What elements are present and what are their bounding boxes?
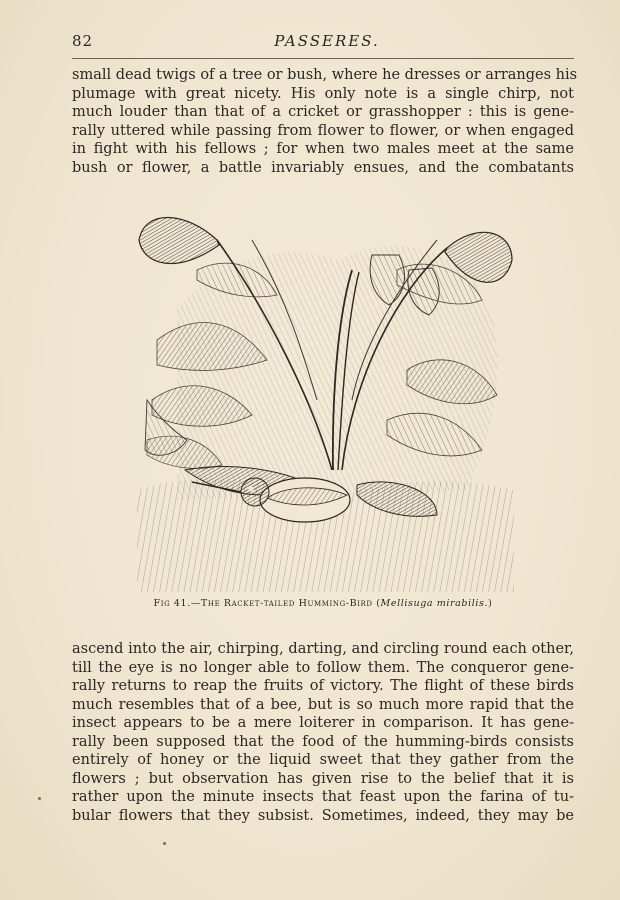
header-rule (72, 58, 574, 59)
top-paragraph (72, 66, 578, 177)
text-line: bular flowers that they subsist. Sometimes, indeed, they may be (72, 807, 574, 824)
figure-caption (72, 598, 574, 609)
hummingbird-engraving (137, 200, 514, 592)
caption-species: Mellisuga mirabilis. (380, 598, 489, 609)
paper-speck (38, 797, 41, 800)
text-line: rally been supposed that the food of the humming-birds consists (72, 733, 574, 750)
text-line: rally uttered while passing from flower to flower, or when engaged (72, 122, 574, 139)
text-line: plumage with great nicety. His only note is a single chirp, not (72, 85, 574, 102)
running-head: PASSERES. (274, 32, 380, 50)
text-line: ascend into the air, chirping, darting, and circling round each other, (72, 641, 574, 657)
foliage-background (137, 246, 514, 592)
text-line: rather upon the minute insects that feast upon the farina of tu- (72, 789, 574, 805)
text-line: in fight with his fellows ; for when two males meet at the same (72, 141, 574, 157)
caption-title: Fig 41.—The Racket-tailed Humming-Bird ( (153, 598, 381, 609)
bottom-paragraph (72, 640, 574, 825)
page-number: 82 (72, 32, 94, 50)
text-line: flowers ; but observation has given rise to the belief that it is (72, 770, 574, 787)
paper-speck (163, 842, 166, 845)
text-line: much louder than that of a cricket or grasshopper : this is gene- (72, 104, 574, 120)
page-header (72, 32, 582, 56)
text-line: rally returns to reap the fruits of victory. The flight of these birds (72, 678, 574, 694)
text-line: much resembles that of a bee, but is so much more rapid that the (72, 696, 574, 713)
caption-close: ) (488, 598, 493, 609)
text-line: insect appears to be a mere loiterer in comparison. It has gene- (72, 715, 574, 731)
text-line: small dead twigs of a tree or bush, where he dresses or arranges his (72, 67, 578, 83)
text-line: till the eye is no longer able to follow them. The conqueror gene- (72, 659, 574, 676)
text-line: entirely of honey or the liquid sweet that they gather from the (72, 752, 574, 768)
text-line: bush or flower, a battle invariably ensues, and the combatants (72, 159, 574, 176)
